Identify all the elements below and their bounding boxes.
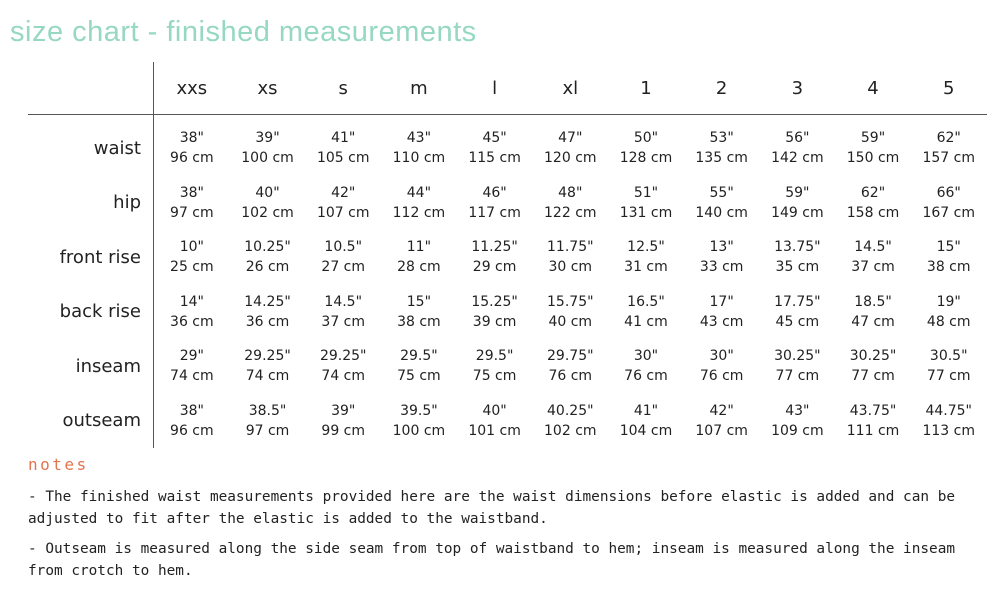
measurement-cell xyxy=(154,115,230,176)
measurement-cell xyxy=(608,394,684,449)
cm-value: 128 cm xyxy=(619,150,673,167)
measurement-cell xyxy=(760,285,836,340)
cm-value: 48 cm xyxy=(926,313,971,330)
cm-value: 31 cm xyxy=(624,259,668,276)
cm-value: 102 cm xyxy=(544,422,597,439)
measurement-cell xyxy=(532,176,608,231)
measurement-cell xyxy=(911,115,987,176)
inches-value: 29" xyxy=(179,348,204,365)
size-header: l xyxy=(457,62,533,115)
measurement-cell xyxy=(457,115,533,176)
cm-value: 33 cm xyxy=(699,259,744,276)
cm-value: 36 cm xyxy=(245,313,290,330)
inches-value: 29.5" xyxy=(400,348,438,365)
measurement-cell xyxy=(911,230,987,285)
cm-value: 100 cm xyxy=(241,150,294,167)
measurement-cell xyxy=(835,339,911,394)
measurement-cell xyxy=(381,285,457,340)
cm-value: 112 cm xyxy=(392,204,446,221)
cm-value: 76 cm xyxy=(624,368,668,385)
size-header: xxs xyxy=(154,62,230,115)
inches-value: 17.75" xyxy=(774,293,821,310)
measurement-cell xyxy=(684,176,760,231)
measurement-cell xyxy=(230,394,306,449)
cm-value: 149 cm xyxy=(771,204,824,221)
measurement-cell xyxy=(608,176,684,231)
cm-value: 41 cm xyxy=(624,313,668,330)
inches-value: 12.5" xyxy=(627,239,665,256)
measurement-cell xyxy=(532,230,608,285)
inches-value: 14.25" xyxy=(244,293,291,310)
measurement-cell xyxy=(684,230,760,285)
inches-value: 29.25" xyxy=(319,348,367,365)
size-header: s xyxy=(305,62,381,115)
cm-value: 45 cm xyxy=(775,313,820,330)
inches-value: 15" xyxy=(406,293,432,310)
inches-value: 38.5" xyxy=(248,402,287,419)
measurement-cell xyxy=(835,230,911,285)
cm-value: 101 cm xyxy=(468,422,521,439)
measurement-cell xyxy=(911,176,987,231)
measurement-cell xyxy=(760,115,836,176)
inches-value: 30.5" xyxy=(929,348,968,365)
inches-value: 48" xyxy=(558,184,583,201)
cm-value: 110 cm xyxy=(392,150,446,167)
measurement-cell xyxy=(457,394,533,449)
inches-value: 11" xyxy=(406,239,432,256)
cm-value: 117 cm xyxy=(468,204,521,221)
cm-value: 158 cm xyxy=(846,204,900,221)
measurement-row xyxy=(28,176,987,231)
measurement-cell xyxy=(154,394,230,449)
inches-value: 66" xyxy=(936,184,961,201)
cm-value: 96 cm xyxy=(170,150,214,167)
size-chart-body xyxy=(28,115,987,449)
cm-value: 77 cm xyxy=(851,368,895,385)
measurement-cell xyxy=(532,115,608,176)
cm-value: 37 cm xyxy=(851,259,895,276)
inches-value: 40" xyxy=(255,184,280,201)
inches-value: 43.75" xyxy=(849,402,897,419)
measurement-cell xyxy=(381,394,457,449)
cm-value: 26 cm xyxy=(245,259,290,276)
measurement-cell xyxy=(230,176,306,231)
inches-value: 29.5" xyxy=(475,348,514,365)
cm-value: 97 cm xyxy=(245,422,290,439)
cm-value: 35 cm xyxy=(775,259,820,276)
inches-value: 38" xyxy=(179,130,204,147)
cm-value: 29 cm xyxy=(472,259,517,276)
size-chart-table xyxy=(28,62,987,448)
cm-value: 39 cm xyxy=(472,313,517,330)
inches-value: 62" xyxy=(860,184,886,201)
inches-value: 30" xyxy=(633,348,659,365)
cm-value: 167 cm xyxy=(922,204,975,221)
inches-value: 13" xyxy=(709,239,734,256)
measurement-cell xyxy=(608,230,684,285)
cm-value: 76 cm xyxy=(548,368,593,385)
cm-value: 122 cm xyxy=(544,204,597,221)
measurement-cell xyxy=(305,115,381,176)
measurement-cell xyxy=(305,285,381,340)
measurement-cell xyxy=(230,339,306,394)
measurement-cell xyxy=(684,339,760,394)
measurement-cell xyxy=(684,394,760,449)
cm-value: 30 cm xyxy=(548,259,593,276)
measurement-label: front rise xyxy=(28,230,154,285)
cm-value: 96 cm xyxy=(170,422,214,439)
size-header: 5 xyxy=(911,62,987,115)
measurement-cell xyxy=(457,176,533,231)
inches-value: 18.5" xyxy=(854,293,892,310)
inches-value: 42" xyxy=(709,402,734,419)
measurement-cell xyxy=(608,115,684,176)
inches-value: 38" xyxy=(179,184,204,201)
inches-value: 16.5" xyxy=(627,293,665,310)
cm-value: 142 cm xyxy=(771,150,824,167)
cm-value: 38 cm xyxy=(397,313,441,330)
cm-value: 150 cm xyxy=(846,150,900,167)
table-corner xyxy=(28,62,154,115)
size-header: xs xyxy=(230,62,306,115)
inches-value: 40" xyxy=(482,402,507,419)
inches-value: 42" xyxy=(331,184,356,201)
cm-value: 43 cm xyxy=(699,313,744,330)
inches-value: 38" xyxy=(179,402,204,419)
measurement-cell xyxy=(835,176,911,231)
inches-value: 39" xyxy=(255,130,280,147)
measurement-cell xyxy=(154,339,230,394)
measurement-cell xyxy=(760,339,836,394)
measurement-cell xyxy=(230,115,306,176)
measurement-cell xyxy=(305,339,381,394)
cm-value: 115 cm xyxy=(468,150,521,167)
inches-value: 30.25" xyxy=(774,348,821,365)
page-title: size chart - finished measurements xyxy=(10,16,477,48)
cm-value: 107 cm xyxy=(695,422,748,439)
cm-value: 74 cm xyxy=(321,368,366,385)
inches-value: 11.75" xyxy=(547,239,594,256)
inches-value: 44.75" xyxy=(925,402,972,419)
inches-value: 59" xyxy=(785,184,810,201)
cm-value: 28 cm xyxy=(397,259,441,276)
measurement-cell xyxy=(457,339,533,394)
inches-value: 44" xyxy=(406,184,432,201)
measurement-cell xyxy=(457,285,533,340)
measurement-cell xyxy=(305,230,381,285)
cm-value: 74 cm xyxy=(245,368,290,385)
size-header-row xyxy=(28,62,987,115)
cm-value: 40 cm xyxy=(548,313,593,330)
inches-value: 15" xyxy=(936,239,961,256)
measurement-cell xyxy=(532,394,608,449)
measurement-cell xyxy=(230,230,306,285)
size-header: m xyxy=(381,62,457,115)
cm-value: 140 cm xyxy=(695,204,748,221)
cm-value: 135 cm xyxy=(695,150,748,167)
measurement-cell xyxy=(911,394,987,449)
inches-value: 14" xyxy=(179,293,204,310)
size-header: xl xyxy=(532,62,608,115)
measurement-cell xyxy=(760,176,836,231)
cm-value: 38 cm xyxy=(926,259,971,276)
measurement-label: inseam xyxy=(28,339,154,394)
cm-value: 27 cm xyxy=(321,259,366,276)
measurement-cell xyxy=(532,285,608,340)
inches-value: 10.5" xyxy=(324,239,363,256)
measurement-row xyxy=(28,285,987,340)
cm-value: 37 cm xyxy=(321,313,366,330)
inches-value: 47" xyxy=(558,130,583,147)
measurement-cell xyxy=(154,230,230,285)
inches-value: 29.75" xyxy=(547,348,594,365)
inches-value: 11.25" xyxy=(471,239,518,256)
measurement-cell xyxy=(381,339,457,394)
inches-value: 43" xyxy=(785,402,810,419)
inches-value: 50" xyxy=(633,130,659,147)
cm-value: 102 cm xyxy=(241,204,294,221)
measurement-cell xyxy=(684,115,760,176)
measurement-label: waist xyxy=(28,115,154,176)
inches-value: 56" xyxy=(785,130,810,147)
size-header: 3 xyxy=(760,62,836,115)
measurement-cell xyxy=(835,115,911,176)
inches-value: 40.25" xyxy=(547,402,594,419)
inches-value: 45" xyxy=(482,130,507,147)
cm-value: 36 cm xyxy=(170,313,214,330)
inches-value: 41" xyxy=(331,130,356,147)
cm-value: 113 cm xyxy=(922,422,975,439)
measurement-cell xyxy=(381,115,457,176)
inches-value: 62" xyxy=(936,130,961,147)
inches-value: 14.5" xyxy=(324,293,363,310)
inches-value: 51" xyxy=(633,184,659,201)
cm-value: 76 cm xyxy=(699,368,744,385)
cm-value: 100 cm xyxy=(392,422,446,439)
measurement-row xyxy=(28,339,987,394)
measurement-cell xyxy=(835,394,911,449)
inches-value: 10" xyxy=(179,239,204,256)
cm-value: 47 cm xyxy=(851,313,895,330)
cm-value: 77 cm xyxy=(775,368,820,385)
inches-value: 30" xyxy=(709,348,734,365)
cm-value: 97 cm xyxy=(170,204,214,221)
inches-value: 59" xyxy=(860,130,886,147)
size-header: 1 xyxy=(608,62,684,115)
measurement-cell xyxy=(684,285,760,340)
size-header: 2 xyxy=(684,62,760,115)
measurement-cell xyxy=(760,230,836,285)
cm-value: 75 cm xyxy=(472,368,517,385)
measurement-cell xyxy=(154,176,230,231)
inches-value: 30.25" xyxy=(849,348,897,365)
cm-value: 99 cm xyxy=(321,422,366,439)
cm-value: 111 cm xyxy=(846,422,900,439)
measurement-row xyxy=(28,230,987,285)
cm-value: 120 cm xyxy=(544,150,597,167)
measurement-cell xyxy=(381,230,457,285)
measurement-label: back rise xyxy=(28,285,154,340)
measurement-cell xyxy=(608,285,684,340)
measurement-cell xyxy=(760,394,836,449)
inches-value: 17" xyxy=(709,293,734,310)
measurement-row xyxy=(28,115,987,176)
inches-value: 19" xyxy=(936,293,961,310)
cm-value: 157 cm xyxy=(922,150,975,167)
cm-value: 131 cm xyxy=(619,204,673,221)
measurement-cell xyxy=(154,285,230,340)
inches-value: 53" xyxy=(709,130,734,147)
cm-value: 75 cm xyxy=(397,368,441,385)
notes-heading: notes xyxy=(28,455,89,474)
inches-value: 29.25" xyxy=(244,348,291,365)
inches-value: 46" xyxy=(482,184,507,201)
measurement-row xyxy=(28,394,987,449)
inches-value: 39.5" xyxy=(400,402,438,419)
cm-value: 107 cm xyxy=(316,204,370,221)
inches-value: 41" xyxy=(633,402,659,419)
size-header: 4 xyxy=(835,62,911,115)
cm-value: 109 cm xyxy=(771,422,824,439)
measurement-cell xyxy=(608,339,684,394)
cm-value: 25 cm xyxy=(170,259,214,276)
note-waist-elastic: - The finished waist measurements provided here are the waist dimensions before elastic is added and can be adjusted to fit after the elastic is added to the waistband. xyxy=(28,489,956,527)
measurement-cell xyxy=(305,176,381,231)
measurement-cell xyxy=(911,285,987,340)
cm-value: 74 cm xyxy=(170,368,214,385)
measurement-cell xyxy=(911,339,987,394)
measurement-cell xyxy=(457,230,533,285)
inches-value: 14.5" xyxy=(854,239,892,256)
note-outseam-inseam: - Outseam is measured along the side seam from top of waistband to hem; inseam is measured along the inseam from crotch to hem. xyxy=(28,541,956,579)
measurement-cell xyxy=(532,339,608,394)
inches-value: 15.75" xyxy=(547,293,594,310)
measurement-label: hip xyxy=(28,176,154,231)
inches-value: 15.25" xyxy=(471,293,518,310)
measurement-label: outseam xyxy=(28,394,154,449)
cm-value: 77 cm xyxy=(926,368,971,385)
cm-value: 105 cm xyxy=(316,150,370,167)
inches-value: 55" xyxy=(709,184,734,201)
cm-value: 104 cm xyxy=(619,422,673,439)
inches-value: 39" xyxy=(331,402,356,419)
measurement-cell xyxy=(230,285,306,340)
inches-value: 10.25" xyxy=(244,239,291,256)
inches-value: 13.75" xyxy=(774,239,821,256)
measurement-cell xyxy=(835,285,911,340)
inches-value: 43" xyxy=(406,130,432,147)
measurement-cell xyxy=(381,176,457,231)
measurement-cell xyxy=(305,394,381,449)
